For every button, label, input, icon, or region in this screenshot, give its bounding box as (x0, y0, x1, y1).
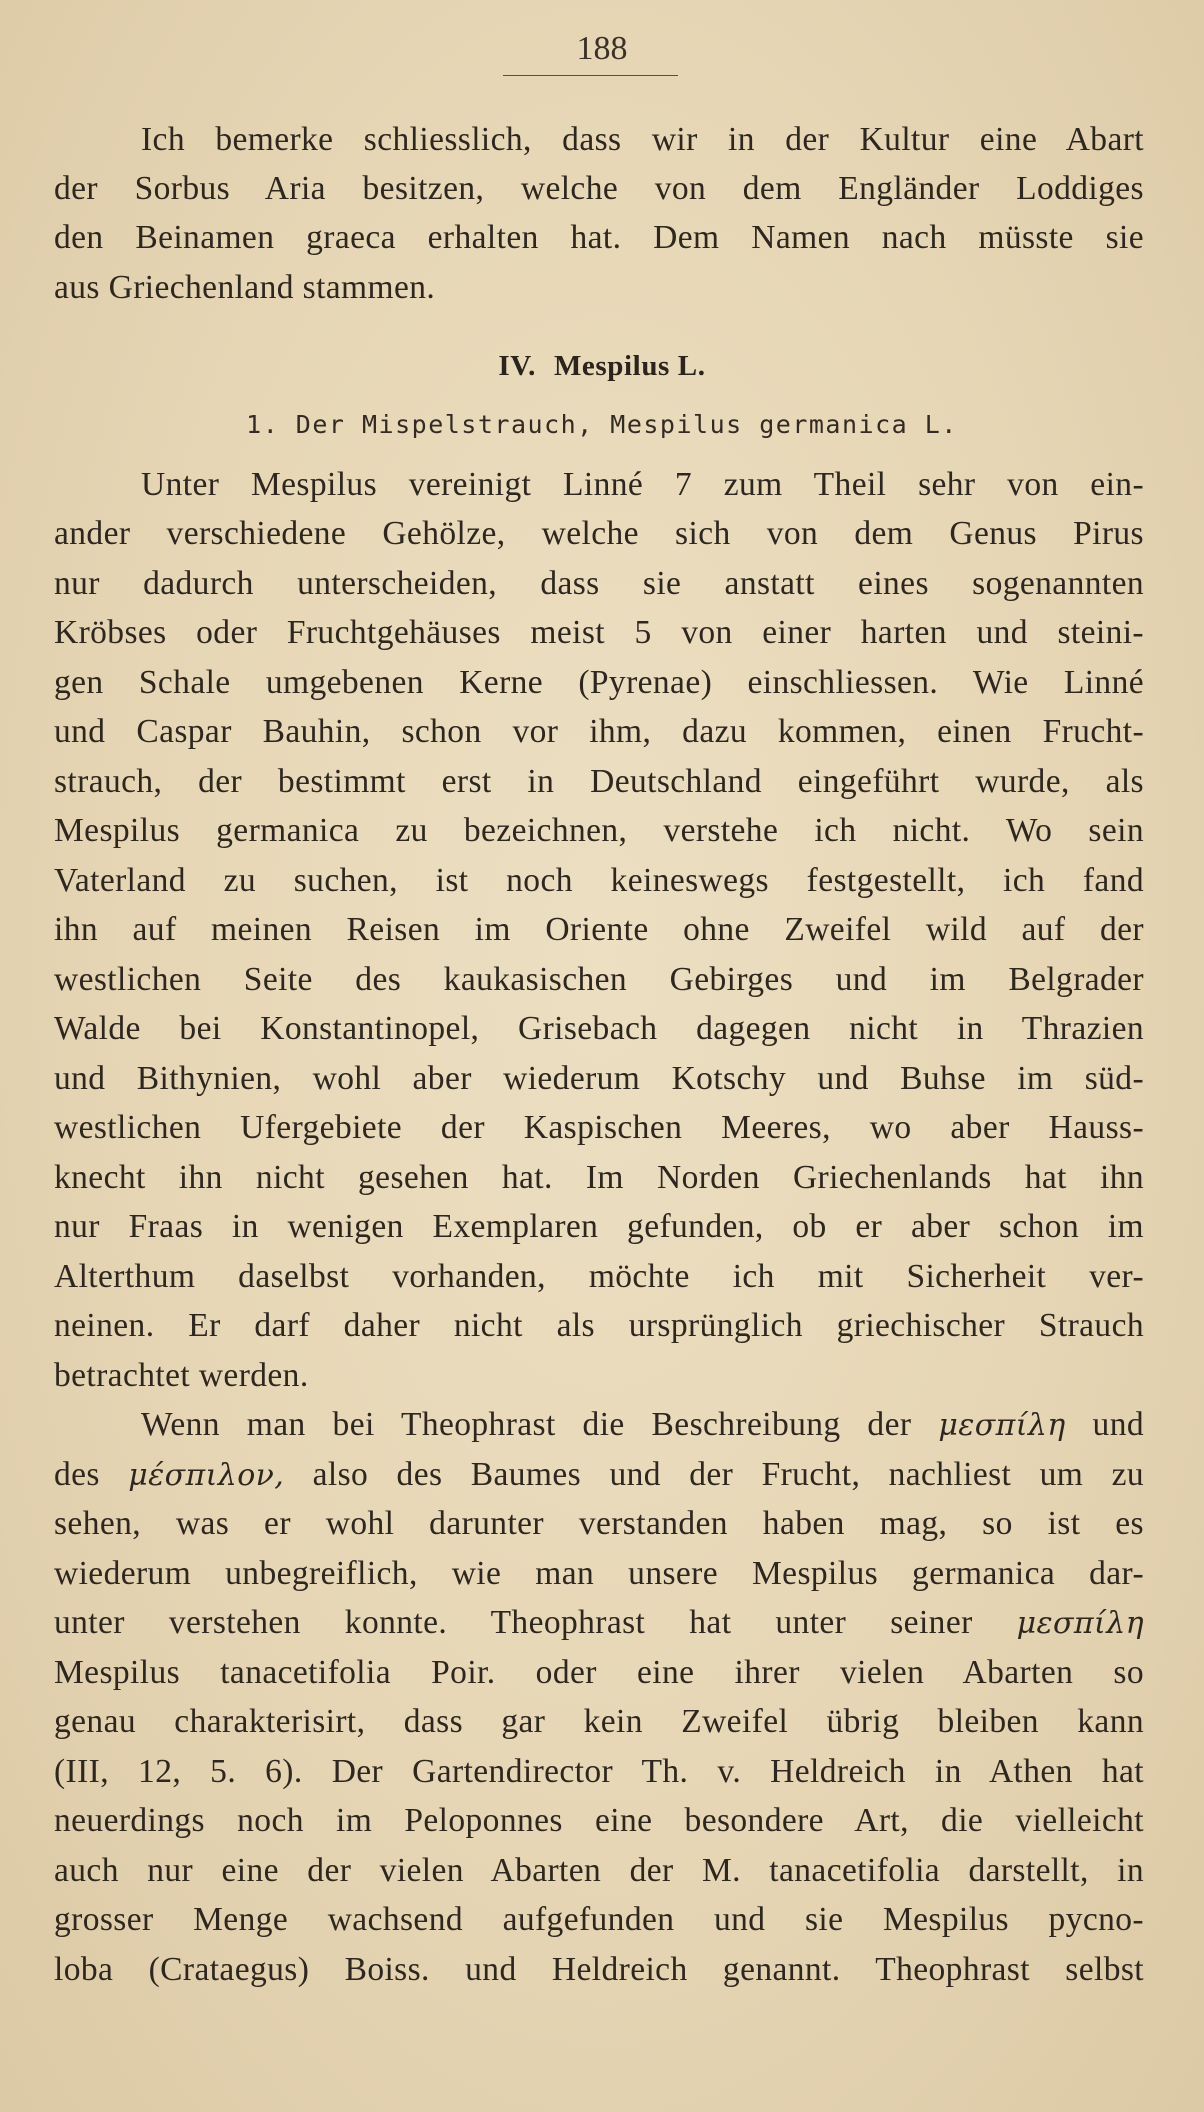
greek-word: μεσπίλη (1016, 1606, 1144, 1641)
text-line: ihn auf meinen Reisen im Oriente ohne Zweifel wild auf der (54, 911, 1144, 948)
text-line: nur Fraas in wenigen Exemplaren gefunden, ob er aber schon im (54, 1208, 1144, 1245)
page-number-rule (503, 75, 678, 76)
text-segment: also des Baumes und der Frucht, nachliest um zu (312, 1456, 1145, 1493)
text-line: genau charakterisirt, dass gar kein Zweifel übrig bleiben kann (54, 1703, 1144, 1740)
text-segment: und (1092, 1406, 1144, 1443)
text-line: gen Schale umgebenen Kerne (Pyrenae) einschliessen. Wie Linné (54, 664, 1144, 701)
text-line: grosser Menge wachsend aufgefunden und sie Mespilus pycno- (54, 1901, 1144, 1938)
text-segment: unter verstehen konnte. Theophrast hat unter seiner (54, 1604, 973, 1641)
text-line (54, 1451, 1144, 1499)
text-line: betrachtet werden. (54, 1357, 309, 1394)
text-line: Mespilus tanacetifolia Poir. oder eine ihrer vielen Abarten so (54, 1654, 1144, 1691)
section-number: IV. (498, 350, 536, 382)
text-segment: des (54, 1456, 100, 1493)
section-subheading: 1. Der Mispelstrauch, Mespilus germanica L. (246, 410, 958, 439)
text-line: Unter Mespilus vereinigt Linné 7 zum Theil sehr von ein- (141, 466, 1144, 503)
text-line: knecht ihn nicht gesehen hat. Im Norden Griechenlands hat ihn (54, 1159, 1144, 1196)
text-line: neuerdings noch im Peloponnes eine besondere Art, die vielleicht (54, 1802, 1144, 1839)
text-line: und Bithynien, wohl aber wiederum Kotschy und Buhse im süd- (54, 1060, 1144, 1097)
page-number: 188 (576, 30, 628, 67)
text-segment: Wenn man bei Theophrast die Beschreibung der (141, 1406, 912, 1443)
text-line: nur dadurch unterscheiden, dass sie anstatt eines sogenannten (54, 565, 1144, 602)
text-line: ander verschiedene Gehölze, welche sich von dem Genus Pirus (54, 515, 1144, 552)
text-line: neinen. Er darf daher nicht als ursprünglich griechischer Strauch (54, 1307, 1144, 1344)
text-line: wiederum unbegreiflich, wie man unsere Mespilus germanica dar- (54, 1555, 1144, 1592)
text-line: Alterthum daselbst vorhanden, möchte ich mit Sicherheit ver- (54, 1258, 1144, 1295)
section-heading (0, 350, 1204, 383)
section-title: Mespilus L. (553, 350, 706, 382)
text-line: Vaterland zu suchen, ist noch keineswegs festgestellt, ich fand (54, 862, 1144, 899)
text-line: strauch, der bestimmt erst in Deutschland eingeführt wurde, als (54, 763, 1144, 800)
text-line: und Caspar Bauhin, schon vor ihm, dazu kommen, einen Frucht- (54, 713, 1144, 750)
text-line: loba (Crataegus) Boiss. und Heldreich genannt. Theophrast selbst (54, 1951, 1144, 1988)
text-line (54, 1599, 1144, 1647)
text-line: sehen, was er wohl darunter verstanden haben mag, so ist es (54, 1505, 1144, 1542)
text-line: auch nur eine der vielen Abarten der M. tanacetifolia darstellt, in (54, 1852, 1144, 1889)
text-line: (III, 12, 5. 6). Der Gartendirector Th. v. Heldreich in Athen hat (54, 1753, 1144, 1790)
text-line: westlichen Seite des kaukasischen Gebirges und im Belgrader (54, 961, 1144, 998)
text-line: westlichen Ufergebiete der Kaspischen Meeres, wo aber Hauss- (54, 1109, 1144, 1146)
text-line (141, 1401, 1144, 1449)
text-line: Ich bemerke schliesslich, dass wir in der Kultur eine Abart (141, 121, 1144, 158)
greek-word: μεσπίλη (938, 1408, 1066, 1443)
text-line: aus Griechenland stammen. (54, 269, 436, 306)
greek-word: μέσπιλον, (128, 1458, 285, 1493)
text-line: den Beinamen graeca erhalten hat. Dem Namen nach müsste sie (54, 219, 1144, 256)
text-line: Mespilus germanica zu bezeichnen, verstehe ich nicht. Wo sein (54, 812, 1144, 849)
text-line: Walde bei Konstantinopel, Grisebach dagegen nicht in Thrazien (54, 1010, 1144, 1047)
text-line: der Sorbus Aria besitzen, welche von dem Engländer Loddiges (54, 170, 1144, 207)
text-line: Kröbses oder Fruchtgehäuses meist 5 von einer harten und steini- (54, 614, 1144, 651)
